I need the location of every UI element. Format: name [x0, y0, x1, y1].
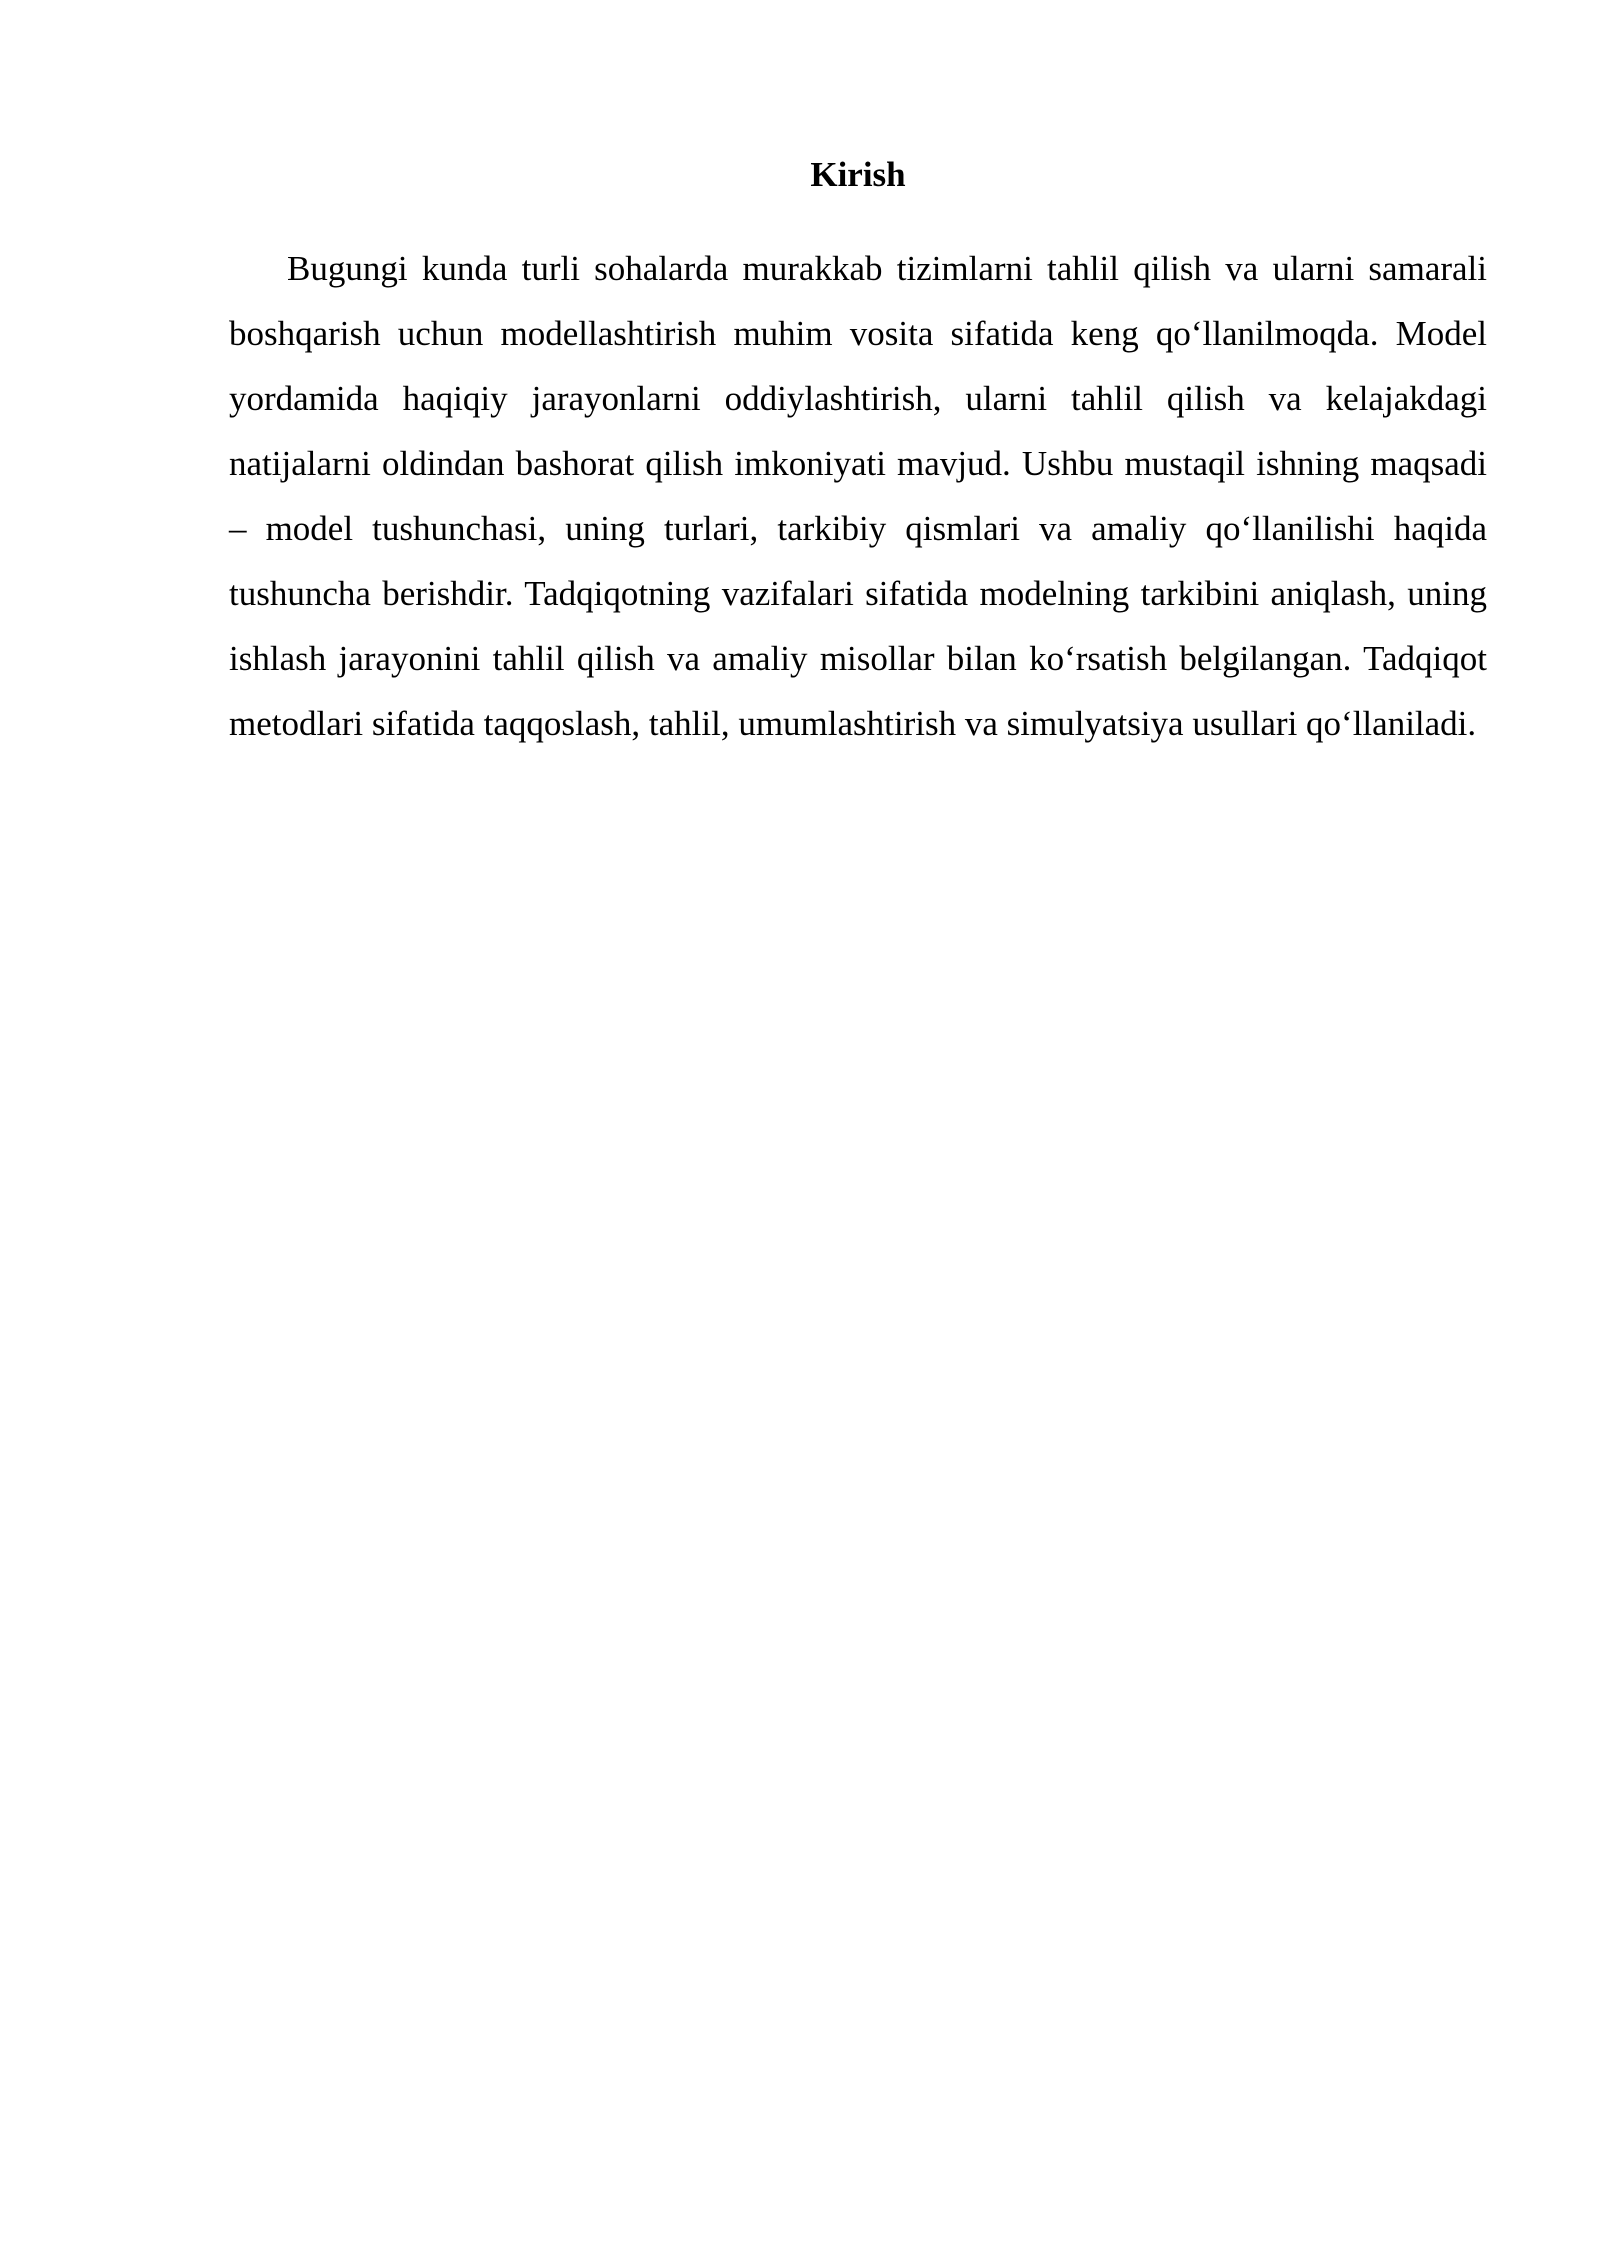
body-paragraph: Bugungi kunda turli sohalarda murakkab tizimlarni tahlil qilish va ularni samarali boshqarish uchun modellashtirish muhim vosita sifatida keng qo‘llanilmoqda. Model yordamida haqiqiy jarayonlarni oddiylashtirish, ularni tahlil qilish va kelajakdagi natijalarni oldindan bashorat qilish imkoniyati mavjud. Ushbu mustaqil ishning maqsadi – model tushunchasi, uning turlari, tarkibiy qismlari va amaliy qo‘llanilishi haqida tushuncha berishdir. Tadqiqotning vazifalari sifatida modelning tarkibini aniqlash, uning ishlash jarayonini tahlil qilish va amaliy misollar bilan ko‘rsatish belgilangan. Tadqiqot metodlari sifatida taqqoslash, tahlil, umumlashtirish va simulyatsiya usullari qo‘llaniladi.	[229, 249, 1487, 743]
section-heading: Kirish	[810, 155, 906, 194]
